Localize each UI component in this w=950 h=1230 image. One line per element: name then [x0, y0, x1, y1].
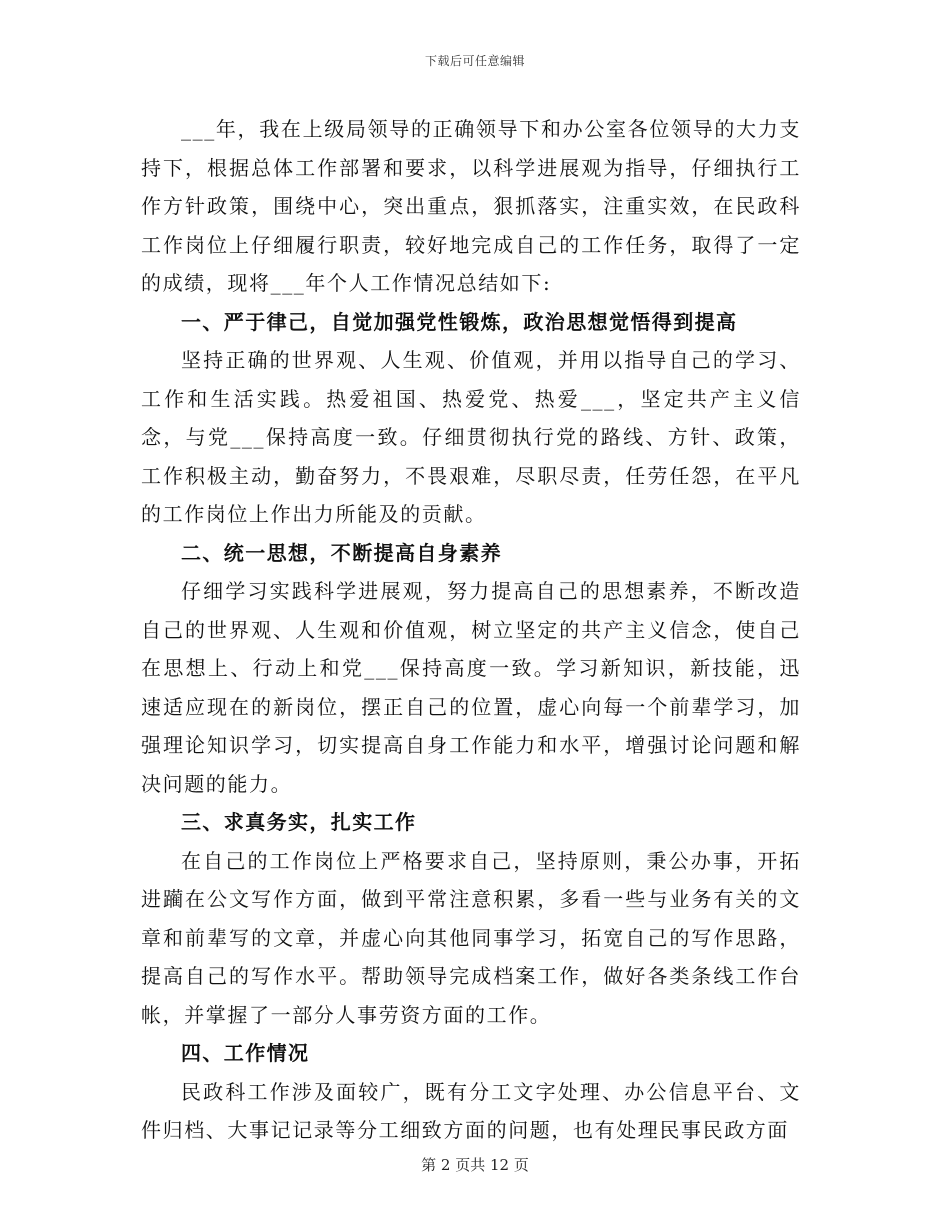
section-paragraph-4: 民政科工作涉及面较广，既有分工文字处理、办公信息平台、文件归档、大事记记录等分工细致方面的问题，也有处理民事民政方面 [141, 1079, 801, 1142]
page-footer: 第 2 页共 12 页 [421, 1156, 529, 1174]
section-heading-3: 三、求真务实，扎实工作 [181, 810, 417, 834]
section-paragraph-3: 在自己的工作岗位上严格要求自己，坚持原则，秉公办事，开拓进躏在公文写作方面，做到平常注意积累，多看一些与业务有关的文章和前辈写的文章，并虚心向其他同事学习，拓宽自己的写作思路，提高自己的写作水平。帮助领导完成档案工作，做好各类条线工作台帐，并掌握了一部分人事劳资方面的工作。 [141, 848, 801, 1027]
intro-paragraph: ___年，我在上级局领导的正确领导下和办公室各位领导的大力支持下，根据总体工作部署和要求，以科学进展观为指导，仔细执行工作方针政策，围绕中心，突出重点，狠抓落实，注重实效，在民政科工作岗位上仔细履行职责，较好地完成自己的工作任务，取得了一定的成绩，现将___年个人工作情况总结如下: [141, 117, 801, 295]
section-heading-4: 四、工作情况 [181, 1041, 310, 1065]
section-heading-1: 一、严于律己，自觉加强党性锻炼，政治思想觉悟得到提高 [181, 309, 738, 334]
document-body [141, 110, 801, 1150]
page-header: 下载后可任意编辑 [424, 54, 525, 68]
section-paragraph-2: 仔细学习实践科学进展观，努力提高自己的思想素养，不断改造自己的世界观、人生观和价值观，树立坚定的共产主义信念，使自己在思想上、行动上和党___保持高度一致。学习新知识，新技能，迅速适应现在的新岗位，摆正自己的位置，虚心向每一个前辈学习，加强理论知识学习，切实提高自身工作能力和水平，增强讨论问题和解决问题的能力。 [141, 579, 801, 796]
section-heading-2: 二、统一思想，不断提高自身素养 [181, 540, 502, 565]
section-paragraph-1: 坚持正确的世界观、人生观、价值观，并用以指导自己的学习、工作和生活实践。热爱祖国、热爱党、热爱___，坚定共产主义信念，与党___保持高度一致。仔细贯彻执行党的路线、方针、政策，工作积极主动，勤奋努力，不畏艰难，尽职尽责，任劳任怨，在平凡的工作岗位上作出力所能及的贡献。 [141, 348, 801, 526]
